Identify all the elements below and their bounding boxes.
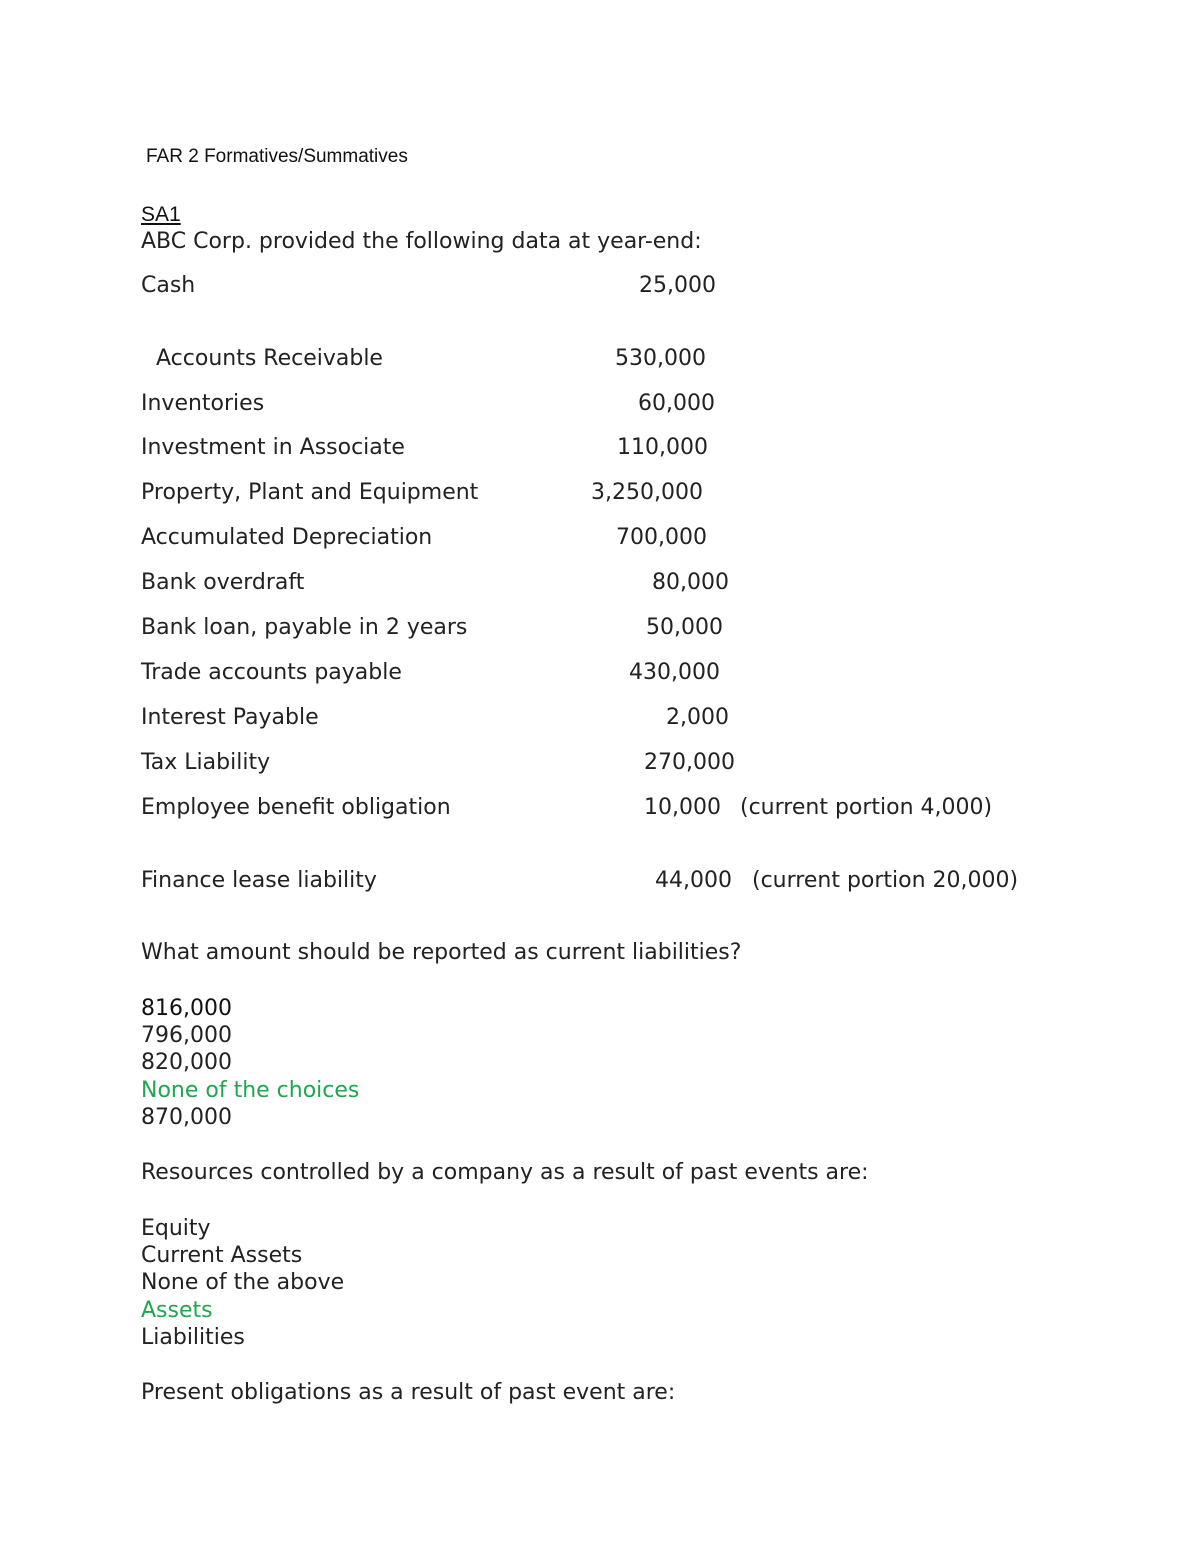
question2-choice-correct: Assets — [141, 1298, 213, 1323]
row-value-tax-liability: 270,000 — [644, 750, 735, 775]
question3-prompt: Present obligations as a result of past event are: — [141, 1380, 676, 1405]
row-label-inventories: Inventories — [141, 391, 265, 416]
row-label-bank-overdraft: Bank overdraft — [141, 570, 305, 595]
row-label-bank-loan: Bank loan, payable in 2 years — [141, 615, 468, 640]
row-value-ppe: 3,250,000 — [591, 480, 703, 505]
row-value-bank-loan: 50,000 — [646, 615, 723, 640]
row-value-finance-lease-liability: 44,000 — [655, 868, 732, 893]
question2-prompt: Resources controlled by a company as a result of past events are: — [141, 1160, 869, 1185]
row-label-investment-in-associate: Investment in Associate — [141, 435, 405, 460]
question1-prompt: What amount should be reported as current liabilities? — [141, 940, 742, 965]
row-label-interest-payable: Interest Payable — [141, 705, 319, 730]
question2-choice-2: Current Assets — [141, 1243, 303, 1268]
row-label-tax-liability: Tax Liability — [141, 750, 271, 775]
row-value-trade-accounts-payable: 430,000 — [629, 660, 720, 685]
row-value-inventories: 60,000 — [638, 391, 715, 416]
row-value-employee-benefit-obligation: 10,000 — [644, 795, 721, 820]
row-value-interest-payable: 2,000 — [666, 705, 729, 730]
row-value-investment-in-associate: 110,000 — [617, 435, 708, 460]
row-label-accounts-receivable: Accounts Receivable — [156, 346, 383, 371]
question2-choice-5: Liabilities — [141, 1325, 245, 1350]
question1-intro: ABC Corp. provided the following data at year-end: — [141, 229, 702, 254]
row-note-employee-benefit-obligation: (current portion 4,000) — [740, 795, 993, 820]
row-value-cash: 25,000 — [639, 273, 716, 298]
row-value-bank-overdraft: 80,000 — [652, 570, 729, 595]
question1-choice-1: 816,000 — [141, 996, 232, 1021]
row-label-accumulated-depreciation: Accumulated Depreciation — [141, 525, 433, 550]
question1-choice-correct: None of the choices — [141, 1078, 360, 1103]
row-label-cash: Cash — [141, 273, 196, 298]
row-label-ppe: Property, Plant and Equipment — [141, 480, 479, 505]
question1-choice-3: 820,000 — [141, 1050, 232, 1075]
row-label-employee-benefit-obligation: Employee benefit obligation — [141, 795, 451, 820]
question2-choice-1: Equity — [141, 1216, 211, 1241]
document-title: FAR 2 Formatives/Summatives — [146, 146, 408, 167]
row-value-accumulated-depreciation: 700,000 — [616, 525, 707, 550]
question1-choice-2: 796,000 — [141, 1023, 232, 1048]
section-label: SA1 — [141, 203, 181, 226]
row-label-trade-accounts-payable: Trade accounts payable — [141, 660, 402, 685]
row-label-finance-lease-liability: Finance lease liability — [141, 868, 377, 893]
question2-choice-3: None of the above — [141, 1270, 345, 1295]
row-note-finance-lease-liability: (current portion 20,000) — [752, 868, 1019, 893]
question1-choice-5: 870,000 — [141, 1105, 232, 1130]
row-value-accounts-receivable: 530,000 — [615, 346, 706, 371]
